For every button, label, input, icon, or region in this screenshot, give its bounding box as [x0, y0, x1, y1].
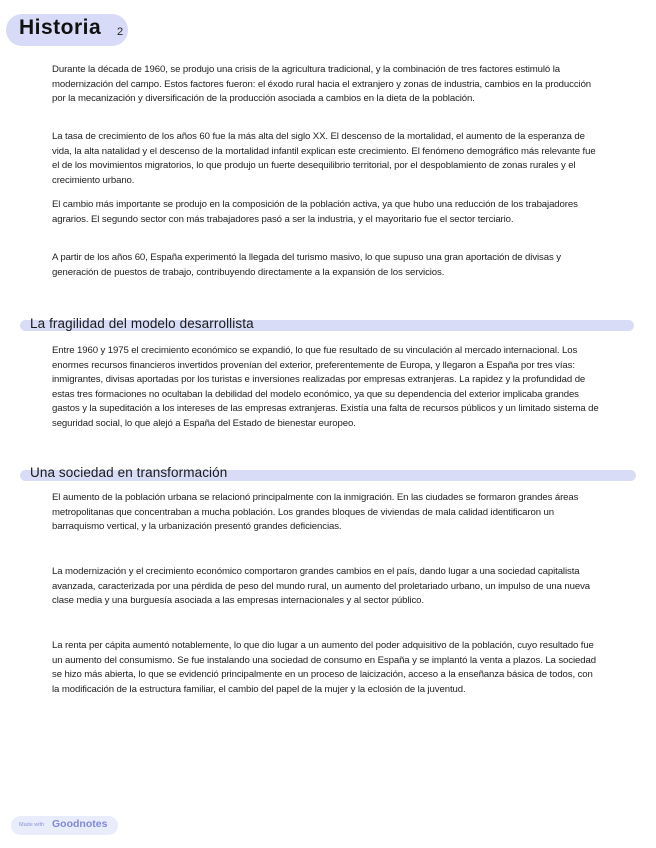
section-title-sociedad: Una sociedad en transformación — [30, 465, 228, 480]
intro-paragraph-3: El cambio más importante se produjo en la composición de la población activa, ya que hubo una reducción de los trabajadores agrarios. El segundo sector con más trabajadores pasó a ser la industria, y el mayoritario fue el sector terciario. — [52, 199, 578, 225]
intro-paragraph-1: Durante la década de 1960, se produjo una crisis de la agricultura tradicional, y la combinación de tres factores estimuló la modernización del campo. Estos factores fueron: el éxodo rural hacia el extranjero y zonas de industria, cambios en la producción por la mecanización y diversificación de la producción asociada a cambios en la dieta de la población. — [52, 64, 592, 104]
intro-paragraph-2: La tasa de crecimiento de los años 60 fue la más alta del siglo XX. El descenso de la mortalidad, el aumento de la esperanza de vida, la alta natalidad y el descenso de la mortalidad infantil explican este crecimiento. El fenómeno demográfico más relevante fue el de los movimientos migratorios, lo que produjo un fuerte desequilibrio territorial, por el despoblamiento de zonas rurales y el crecimiento urbano. — [52, 131, 596, 186]
section-1-paragraph-1: Entre 1960 y 1975 el crecimiento económico se expandió, lo que fue resultado de su vinculación al mercado internacional. Los enormes recursos financieros invertidos provenían del exterior, preferentemente de Europa, y llegaron a España por tres vías: inmigrantes, divisas aportadas por los turistas e inversiones realizadas por empresas extranjeras. La rapidez y la profundidad de estas tres formaciones no ocultaban la debilidad del modelo económico, ya que su dependencia del exterior implicaba grandes gastos y la supeditación a los intereses de las empresas extranjeras. Existía una falta de recursos públicos y un limitado sistema de seguridad social, lo que alejó a España del Estado de bienestar europeo. — [52, 345, 599, 429]
watermark-made-with: Made with — [19, 822, 45, 828]
section-2-paragraph-1: El aumento de la población urbana se relacionó principalmente con la inmigración. En las ciudades se formaron grandes áreas metropolitanas que concentraban a mucha población. Los grandes bloques de viviendas de mala calidad identificaron un barraquismo vertical, y la urbanización presentó grandes deficiencias. — [52, 492, 579, 532]
intro-paragraph-4: A partir de los años 60, España experimentó la llegada del turismo masivo, lo que supuso una gran aportación de divisas y generación de puestos de trabajo, contribuyendo directamente a la expansión de los servicios. — [52, 252, 561, 278]
section-2-paragraph-2: La modernización y el crecimiento económico comportaron grandes cambios en el país, dando lugar a una sociedad capitalista avanzada, caracterizada por una pérdida de peso del mundo rural, un aumento del proletariado urbano, un impulso de una nueva clase media y una burguesía asociada a las empresas internacionales y al sector público. — [52, 566, 591, 606]
page-number: 2 — [117, 26, 124, 38]
page-title: Historia — [19, 16, 102, 39]
section-title-fragilidad: La fragilidad del modelo desarrollista — [30, 316, 254, 331]
watermark-brand: Goodnotes — [52, 818, 108, 830]
section-2-paragraph-3: La renta per cápita aumentó notablemente, lo que dio lugar a un aumento del poder adquisitivo de la población, cuyo resultado fue un aumento del consumismo. Se fue instalando una sociedad de consumo en España y se implantó la venta a plazos. La sociedad se hizo más abierta, lo que se evidenció principalmente en un proceso de laicización, acceso a la enseñanza básica de todos, con la modificación de la estructura familiar, el cambio del papel de la mujer y la eclosión de la juventud. — [52, 640, 596, 695]
